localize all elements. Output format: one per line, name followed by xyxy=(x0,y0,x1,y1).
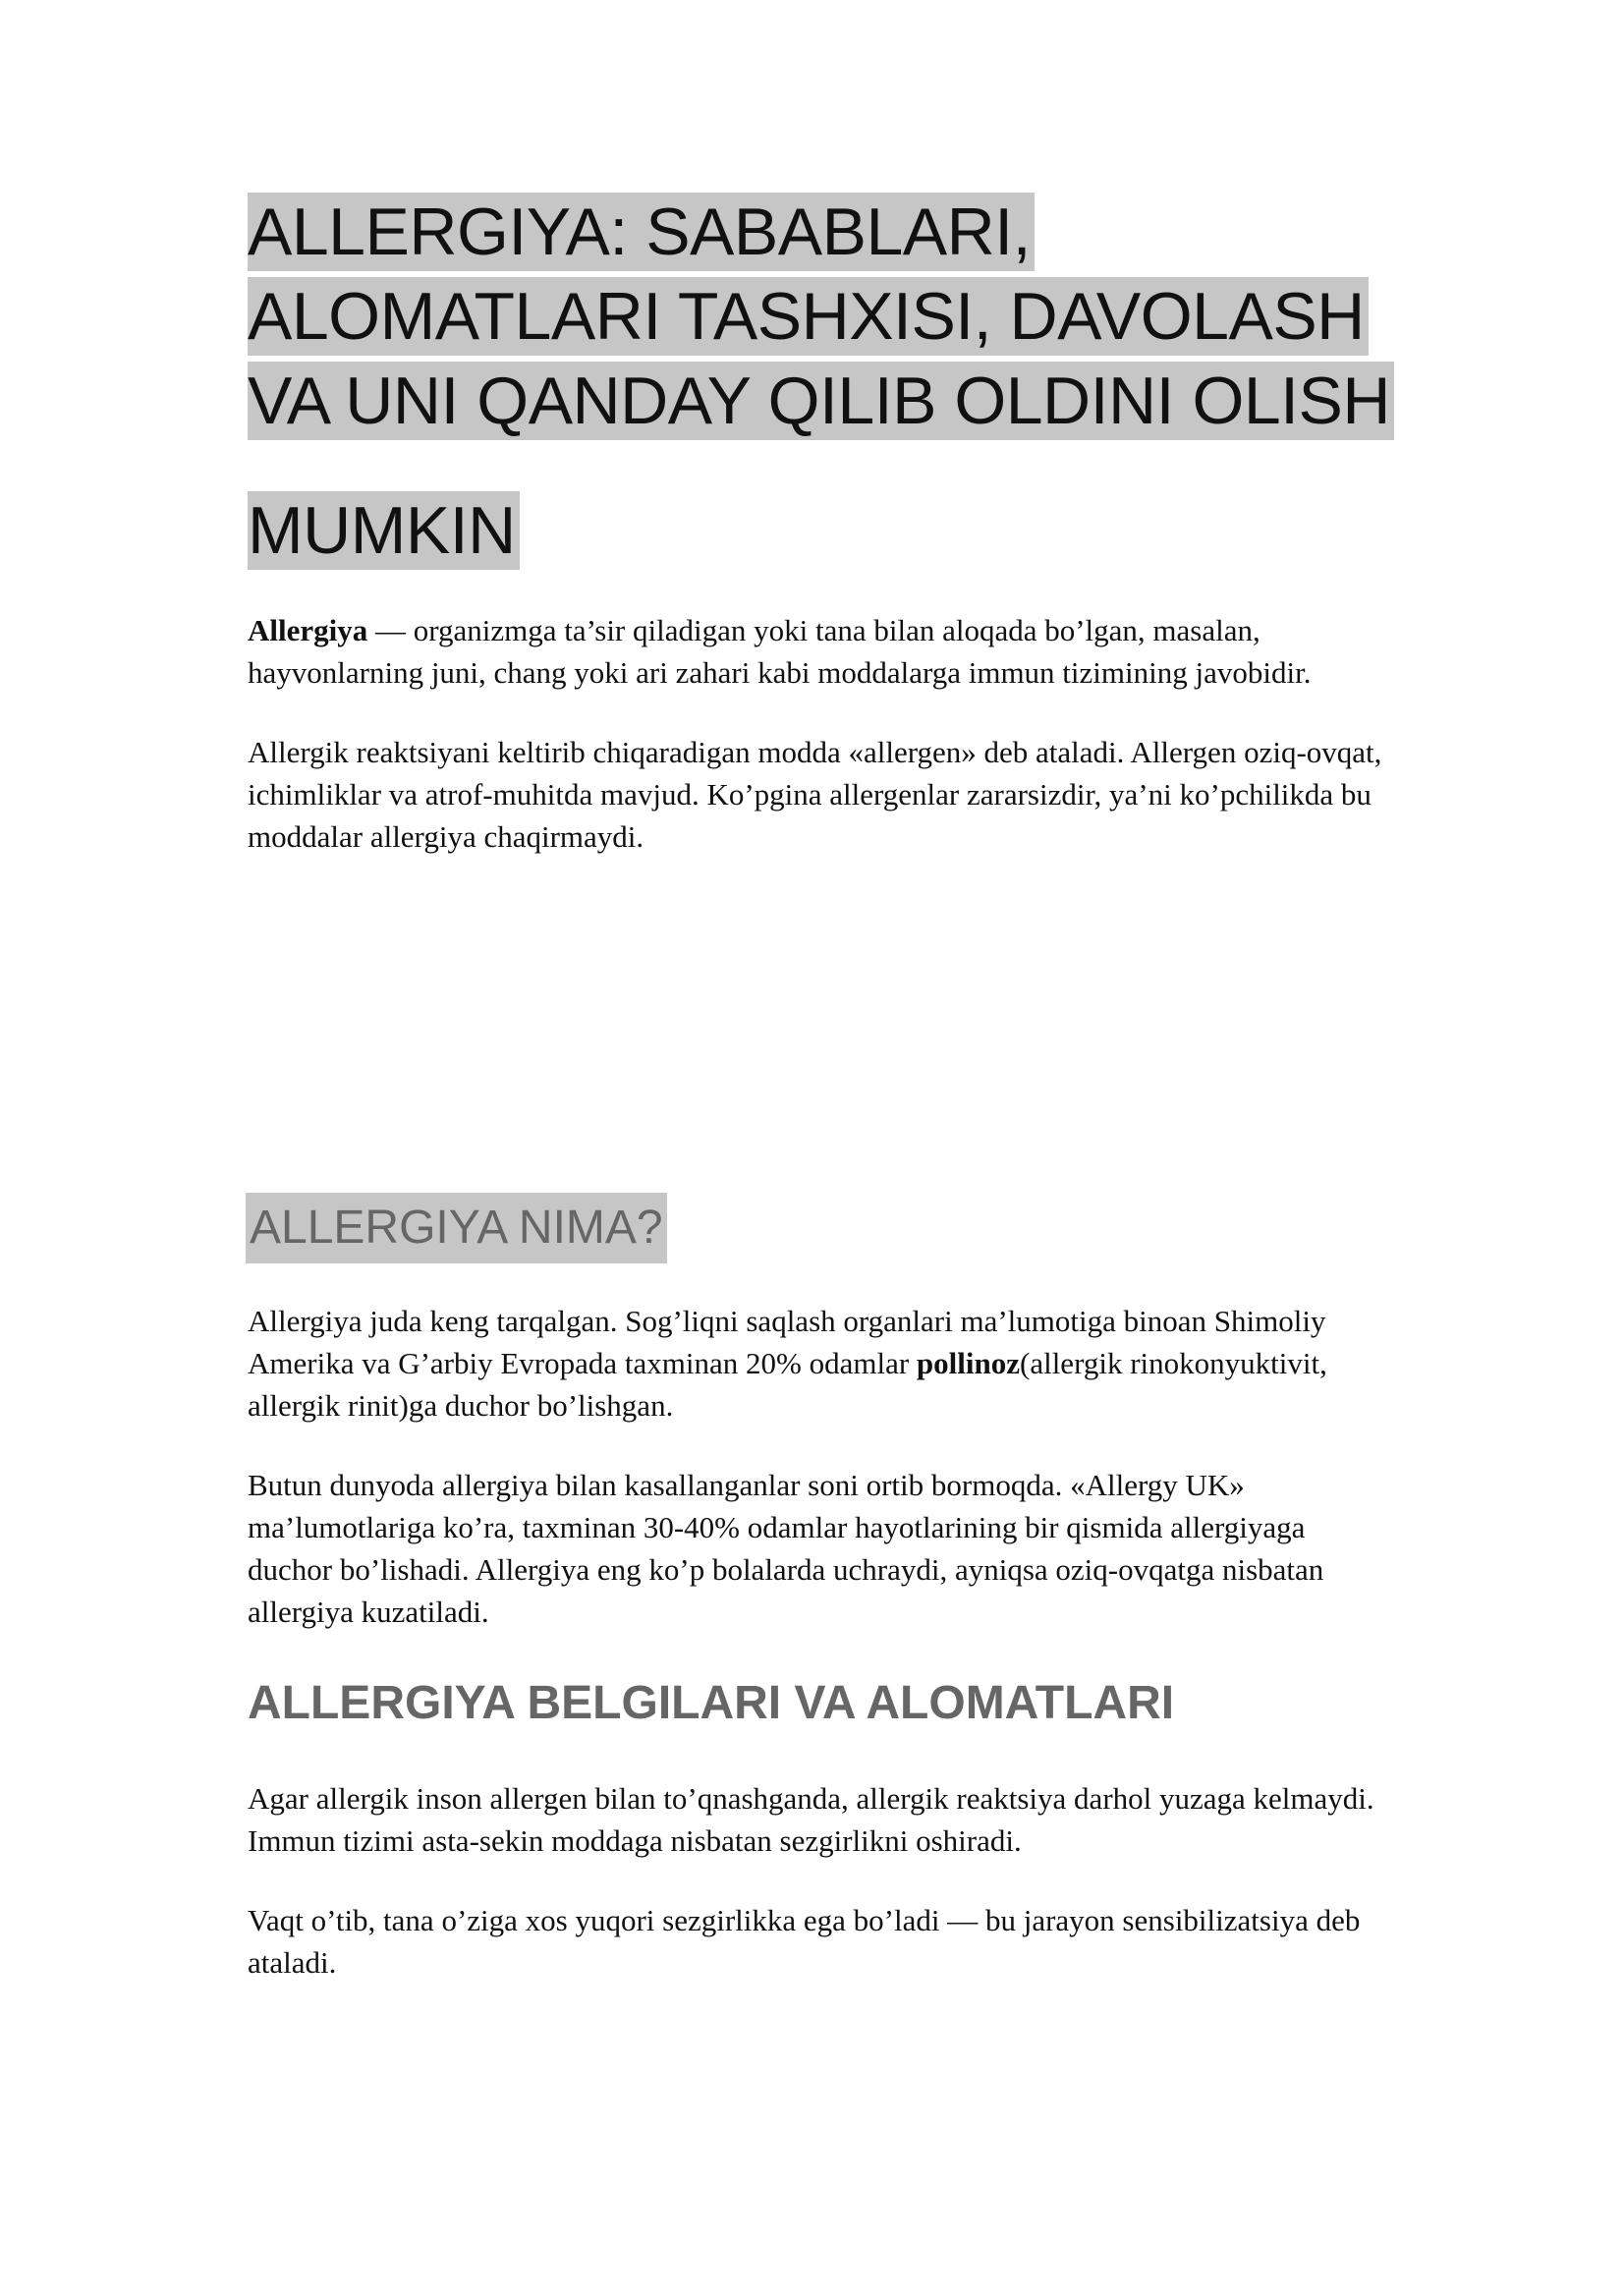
title-row xyxy=(248,362,1397,446)
section-what-paragraph-2: Butun dunyoda allergiya bilan kasallanganlar soni ortib bormoqda. «Allergy UK» ma’lumotlariga ko’ra, taxminan 30-40% odamlar hayotlarining bir qismida allergiyaga duchor bo’lishadi. Allergiya eng ko’p bolalarda uchraydi, ayniqsa oziq-ovqatga nisbatan allergiya kuzatiladi. xyxy=(248,1468,1324,1629)
section-heading-signs: ALLERGIYA BELGILARI VA ALOMATLARI xyxy=(248,1677,1175,1729)
section-heading-what: ALLERGIYA NIMA? xyxy=(246,1193,667,1263)
document-page xyxy=(248,193,1397,1980)
section-what-p1-text-b: (allergik rinokonyuktivit, allergik rinit)ga duchor bo’lishgan. xyxy=(248,1346,1327,1423)
section-signs-paragraph-2: Vaqt o’tib, tana o’ziga xos yuqori sezgirlikka ega bo’ladi — bu jarayon sensibilizatsiya deb ataladi. xyxy=(248,1903,1361,1980)
title-row xyxy=(248,491,1397,576)
section-signs xyxy=(248,1674,1397,1984)
section-what-is-allergy xyxy=(248,1193,1397,1984)
intro-paragraph-2: Allergik reaktsiyani keltirib chiqaradigan modda «allergen» deb ataladi. Allergen oziq-ovqat, ichimliklar va atrof-muhitda mavjud. Ko’pgina allergenlar zararsizdir, ya’ni ko’pchilikda bu moddalar allergiya chaqirmaydi. xyxy=(248,735,1382,854)
intro-paragraph-1 xyxy=(248,609,1397,694)
title-line-4: MUMKIN xyxy=(248,491,520,570)
page-title xyxy=(248,193,1397,576)
title-line-1: ALLERGIYA: SABABLARI, xyxy=(248,193,1035,271)
section-what-paragraph-1 xyxy=(248,1300,1397,1427)
section-signs-paragraph-1: Agar allergik inson allergen bilan to’qnashganda, allergik reaktsiya darhol yuzaga kelmaydi. Immun tizimi asta-sekin moddaga nisbatan sezgirlikni oshiradi. xyxy=(248,1781,1374,1858)
section-what-p1-text-a: Allergiya juda keng tarqalgan. Sog’liqni saqlash organlari ma’lumotiga binoan Shimoliy Amerika va G’arbiy Evropada taxminan 20% odamlar xyxy=(248,1304,1326,1380)
title-row xyxy=(248,277,1397,362)
title-line-2: ALOMATLARI TASHXISI, DAVOLASH xyxy=(248,277,1369,356)
intro-bold-term: Allergiya xyxy=(248,613,368,647)
title-line-3: VA UNI QANDAY QILIB OLDINI OLISH xyxy=(248,362,1394,440)
title-row xyxy=(248,193,1397,277)
section-what-bold-term: pollinoz xyxy=(916,1346,1020,1380)
intro-paragraph-1-text: — organizmga ta’sir qiladigan yoki tana bilan aloqada bo’lgan, masalan, hayvonlarning juni, chang yoki ari zahari kabi moddalarga immun tizimining javobidir. xyxy=(248,613,1312,690)
